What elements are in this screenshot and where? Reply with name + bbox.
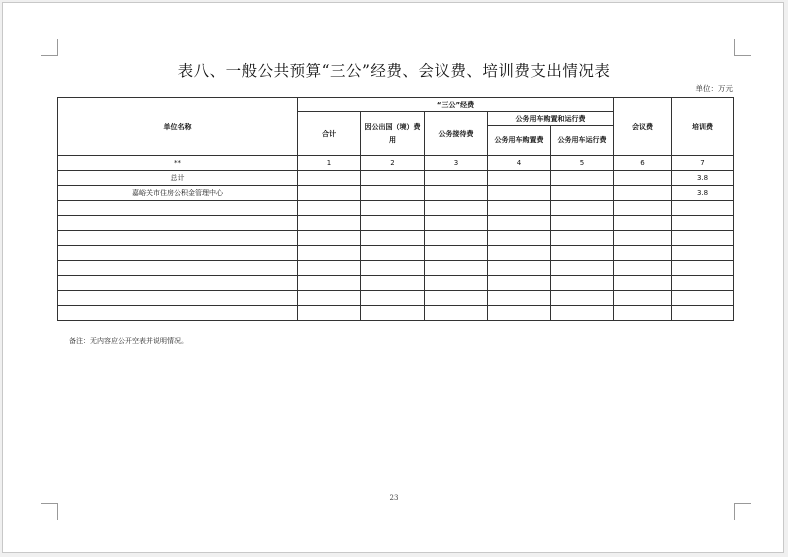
table-row (58, 231, 734, 246)
row-label (58, 291, 298, 306)
table-cell (672, 231, 734, 246)
row-label (58, 276, 298, 291)
document-page (2, 2, 784, 553)
header-vehicle-purchase: 公务用车购置费 (488, 126, 551, 156)
row-label: 总计 (58, 171, 298, 186)
header-meeting: 会议费 (614, 98, 672, 156)
table-cell (672, 216, 734, 231)
header-total: 合计 (298, 112, 361, 156)
table-cell (361, 216, 425, 231)
index-cell: 1 (298, 156, 361, 171)
table-cell (361, 306, 425, 321)
table-cell (551, 231, 614, 246)
table-row (58, 201, 734, 216)
table-cell (488, 201, 551, 216)
table-cell (614, 306, 672, 321)
table-row (58, 291, 734, 306)
table-cell (425, 171, 488, 186)
table-cell (361, 276, 425, 291)
table-cell (298, 186, 361, 201)
table-row (58, 276, 734, 291)
table-cell (614, 201, 672, 216)
table-cell (614, 261, 672, 276)
table-cell (672, 306, 734, 321)
table-cell (672, 276, 734, 291)
table-cell (298, 276, 361, 291)
table-cell: 3.8 (672, 186, 734, 201)
index-cell: 7 (672, 156, 734, 171)
table-cell (614, 246, 672, 261)
index-row (58, 156, 734, 171)
table-cell (551, 291, 614, 306)
crop-mark-bottom-right (734, 503, 751, 520)
table-cell (614, 231, 672, 246)
table-cell (361, 261, 425, 276)
table-cell (425, 291, 488, 306)
table-row (58, 261, 734, 276)
table-cell (425, 276, 488, 291)
table-cell (361, 201, 425, 216)
crop-mark-bottom-left (41, 503, 58, 520)
table-cell (361, 231, 425, 246)
row-label (58, 216, 298, 231)
header-abroad: 因公出国（境）费用 (361, 112, 425, 156)
table-cell (298, 261, 361, 276)
table-cell (551, 216, 614, 231)
table-cell (614, 276, 672, 291)
table-cell (298, 291, 361, 306)
table-cell (551, 246, 614, 261)
header-unit-name: 单位名称 (58, 98, 298, 156)
table-cell (425, 231, 488, 246)
table-cell (614, 216, 672, 231)
table-cell (614, 186, 672, 201)
table-cell (488, 276, 551, 291)
table-note: 备注：无内容应公开空表并说明情况。 (69, 337, 188, 345)
table-cell (361, 171, 425, 186)
table-cell (488, 216, 551, 231)
table-cell (488, 246, 551, 261)
expense-table (57, 97, 734, 321)
table-cell: 3.8 (672, 171, 734, 186)
table-cell (488, 261, 551, 276)
crop-mark-top-right (734, 39, 751, 56)
unit-label: 单位：万元 (695, 84, 733, 93)
table-cell (425, 186, 488, 201)
table-cell (361, 246, 425, 261)
table-cell (551, 306, 614, 321)
table-cell (551, 186, 614, 201)
row-label: 嘉峪关市住房公积金管理中心 (58, 186, 298, 201)
table-cell (361, 291, 425, 306)
header-training: 培训费 (672, 98, 734, 156)
index-cell: 2 (361, 156, 425, 171)
table-cell (488, 186, 551, 201)
table-cell (425, 261, 488, 276)
table-cell (614, 171, 672, 186)
row-label (58, 261, 298, 276)
table-cell (488, 171, 551, 186)
table-cell (672, 261, 734, 276)
table-cell (298, 306, 361, 321)
table-cell (425, 201, 488, 216)
table-cell (672, 201, 734, 216)
table-cell (425, 216, 488, 231)
table-row (58, 246, 734, 261)
header-sangong: “三公”经费 (298, 98, 614, 112)
table-cell (425, 306, 488, 321)
table-cell (551, 261, 614, 276)
index-cell: 3 (425, 156, 488, 171)
table-cell (551, 201, 614, 216)
table-cell (298, 171, 361, 186)
page-title: 表八、一般公共预算“三公”经费、会议费、培训费支出情况表 (177, 62, 611, 80)
index-cell: 6 (614, 156, 672, 171)
index-cell: 5 (551, 156, 614, 171)
index-cell: 4 (488, 156, 551, 171)
row-label (58, 231, 298, 246)
table-cell (298, 246, 361, 261)
table-cell (361, 186, 425, 201)
table-cell (551, 276, 614, 291)
table-cell (488, 291, 551, 306)
table-cell (672, 246, 734, 261)
row-label (58, 246, 298, 261)
table-cell (298, 216, 361, 231)
header-vehicle-operation: 公务用车运行费 (551, 126, 614, 156)
table-cell (551, 171, 614, 186)
table-cell (672, 291, 734, 306)
table-cell (298, 201, 361, 216)
row-label (58, 201, 298, 216)
index-cell: ** (58, 156, 298, 171)
table-cell (614, 291, 672, 306)
table-cell (488, 231, 551, 246)
crop-mark-top-left (41, 39, 58, 56)
page-number: 23 (389, 494, 399, 502)
row-label (58, 306, 298, 321)
table-row (58, 306, 734, 321)
table-cell (488, 306, 551, 321)
header-reception: 公务接待费 (425, 112, 488, 156)
header-vehicle: 公务用车购置和运行费 (488, 112, 614, 126)
table-cell (425, 246, 488, 261)
table-cell (298, 231, 361, 246)
table-row (58, 216, 734, 231)
table-row (58, 171, 734, 186)
table-row (58, 186, 734, 201)
